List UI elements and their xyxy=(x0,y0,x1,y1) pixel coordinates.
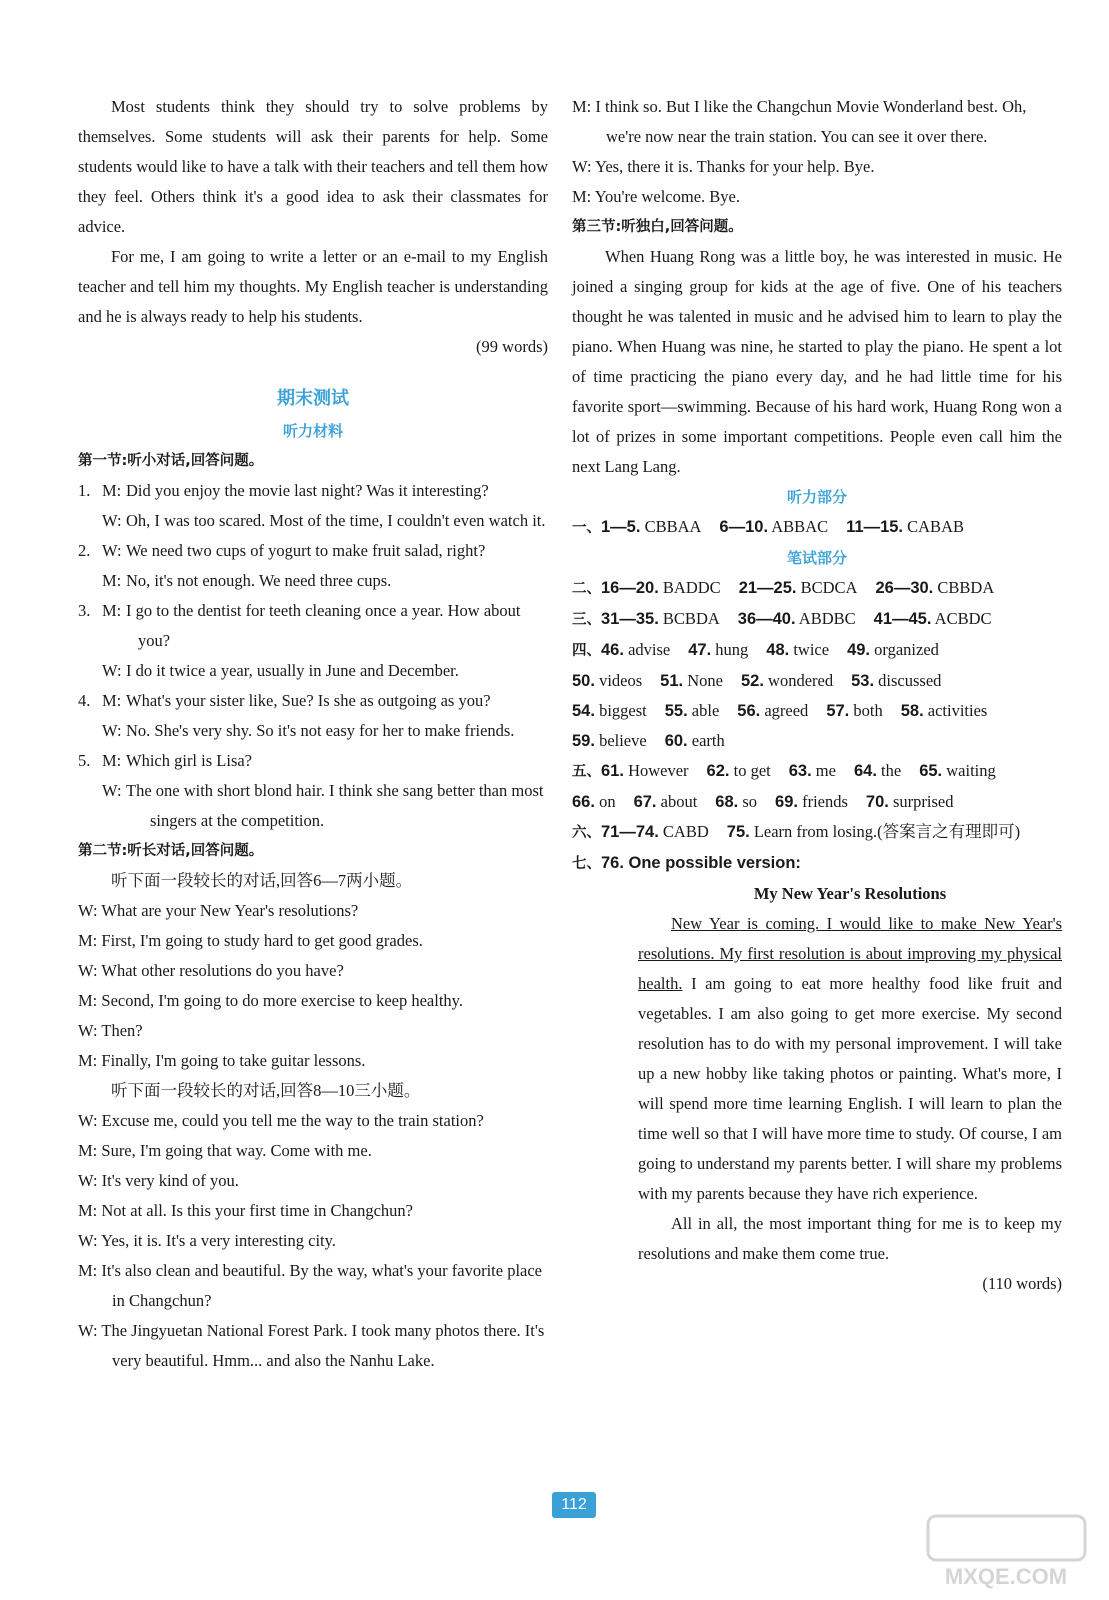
dialogue-text: I go to the dentist for teeth cleaning once a year. How about you? xyxy=(126,601,521,650)
answer-line xyxy=(572,756,1062,787)
dialogue-text: Finally, I'm going to take guitar lessons. xyxy=(101,1051,366,1070)
essay-paragraph-1: Most students think they should try to solve problems by themselves. Some students will ask their parents for help. Some students would like to have a talk with their teachers and tell them how they feel. Others think it's a good idea to ask their classmates for advice. xyxy=(78,97,548,236)
answer-value: biggest xyxy=(599,701,647,720)
section-3-heading: 第三节:听独白,回答问题。 xyxy=(572,219,743,235)
answer-num: 56. xyxy=(737,702,761,720)
answer-value: ABDBC xyxy=(798,609,856,628)
short-dialogues xyxy=(78,476,548,836)
answer-num: 65. xyxy=(919,762,943,780)
answer-num: 75. xyxy=(726,823,750,841)
section-1-heading: 第一节:听小对话,回答问题。 xyxy=(78,453,264,469)
dialogue-text: Excuse me, could you tell me the way to the train station? xyxy=(101,1111,484,1130)
answer-num: 41—45. xyxy=(873,610,932,628)
answer-value: BCDCA xyxy=(800,578,858,597)
dialogue-text: Did you enjoy the movie last night? Was it interesting? xyxy=(126,481,489,500)
answer-block-6 xyxy=(572,817,1062,848)
dialogue-text: Then? xyxy=(101,1021,143,1040)
long-dialogue-2-continued xyxy=(572,92,1062,212)
answer-value: ABBAC xyxy=(771,517,829,536)
answer-num: 52. xyxy=(740,672,764,690)
answer-value: Learn from losing.(答案言之有理即可) xyxy=(753,822,1021,841)
answer-value: friends xyxy=(802,792,848,811)
answer-value: earth xyxy=(691,731,725,750)
dialogue-line xyxy=(572,152,1062,182)
answer-key-7: 七、 xyxy=(572,856,601,872)
dialogue-line xyxy=(78,1256,548,1316)
dialogue-line xyxy=(78,566,548,596)
dialogue-line xyxy=(78,686,548,716)
dialogue-number: 1. xyxy=(78,481,91,500)
speaker-label: W: xyxy=(78,961,102,980)
answer-row-2 xyxy=(572,573,1062,604)
sample-essay-word-count: (110 words) xyxy=(982,1274,1062,1293)
final-test-title: 期末测试 xyxy=(277,388,349,409)
answer-line xyxy=(572,696,1062,726)
answer-block-5 xyxy=(572,756,1062,817)
speaker-label: M: xyxy=(78,1201,102,1220)
long-dialogue-1-intro: 听下面一段较长的对话,回答6—7两小题。 xyxy=(111,871,413,890)
answer-num: 67. xyxy=(633,793,657,811)
answer-value: wondered xyxy=(768,671,834,690)
listening-part-heading: 听力部分 xyxy=(786,488,847,506)
long-dialogue-2 xyxy=(78,1106,548,1376)
written-part-heading: 笔试部分 xyxy=(786,549,847,567)
answer-num: 48. xyxy=(766,641,790,659)
dialogue-text: You're welcome. Bye. xyxy=(594,187,740,206)
dialogue-line xyxy=(78,596,548,656)
dialogue-line xyxy=(78,656,548,686)
dialogue-line xyxy=(78,1196,548,1226)
answer-value: videos xyxy=(599,671,643,690)
essay-word-count: (99 words) xyxy=(476,337,548,356)
answer-block-4 xyxy=(572,635,1062,756)
dialogue-text: No, it's not enough. We need three cups. xyxy=(126,571,392,590)
answer-line xyxy=(572,787,1062,817)
dialogue-text: We need two cups of yogurt to make fruit salad, right? xyxy=(126,541,486,560)
answer-num: 55. xyxy=(664,702,688,720)
dialogue-text: The one with short blond hair. I think she sang better than most singers at the competition. xyxy=(126,781,544,830)
answer-num: 61. xyxy=(601,762,624,780)
answer-num: 26—30. xyxy=(875,579,934,597)
answer-num: 46. xyxy=(601,641,624,659)
dialogue-text: Yes, there it is. Thanks for your help. Bye. xyxy=(595,157,875,176)
answer-num: 1—5. xyxy=(601,518,641,536)
answer-value: surprised xyxy=(892,792,954,811)
dialogue-text: It's very kind of you. xyxy=(101,1171,239,1190)
speaker-label: M: xyxy=(78,1141,102,1160)
answer-value: CABAB xyxy=(907,517,964,536)
answer-value: ACBDC xyxy=(934,609,992,628)
answer-row-1 xyxy=(572,512,1062,543)
answer-value: so xyxy=(742,792,758,811)
dialogue-line xyxy=(78,506,548,536)
left-column xyxy=(78,92,548,1376)
answer-num: 16—20. xyxy=(601,579,659,597)
answer-num: 69. xyxy=(775,793,798,811)
answer-value: CABD xyxy=(662,822,709,841)
right-column xyxy=(572,92,1062,1299)
dialogue-line xyxy=(78,1106,548,1136)
answer-line xyxy=(572,666,1062,696)
dialogue-text: First, I'm going to study hard to get good grades. xyxy=(101,931,423,950)
dialogue-line xyxy=(78,716,548,746)
answer-row-3 xyxy=(572,604,1062,635)
speaker-label: W: xyxy=(102,661,122,680)
speaker-label: W: xyxy=(78,1021,102,1040)
essay-paragraph-2: For me, I am going to write a letter or an e-mail to my English teacher and tell him my thoughts. My English teacher is understanding and he is always ready to help his students. xyxy=(78,247,548,326)
answer-7-heading: 76. One possible version: xyxy=(601,854,801,872)
answer-num: 66. xyxy=(572,793,595,811)
sample-essay-paragraph-2: All in all, the most important thing for me is to keep my resolutions and make them come true. xyxy=(638,1214,1062,1263)
listening-material-heading: 听力材料 xyxy=(282,422,343,440)
dialogue-line xyxy=(78,1166,548,1196)
answer-line xyxy=(572,573,1062,604)
dialogue-text: Sure, I'm going that way. Come with me. xyxy=(101,1141,372,1160)
answer-value: activities xyxy=(927,701,988,720)
long-dialogue-2-intro: 听下面一段较长的对话,回答8—10三小题。 xyxy=(111,1081,421,1100)
dialogue-line xyxy=(78,956,548,986)
answer-value: However xyxy=(628,761,689,780)
answer-num: 70. xyxy=(865,793,889,811)
dialogue-text: The Jingyuetan National Forest Park. I took many photos there. It's very beautiful. Hmm... and also the Nanhu Lake. xyxy=(101,1321,545,1370)
speaker-label: M: xyxy=(572,187,595,206)
speaker-label: M: xyxy=(78,1261,102,1280)
speaker-label: M: xyxy=(102,571,122,590)
answer-value: discussed xyxy=(878,671,942,690)
speaker-label: W: xyxy=(78,1111,102,1130)
answer-value: me xyxy=(815,761,836,780)
speaker-label: M: xyxy=(78,1051,102,1070)
page-number: 112 xyxy=(552,1492,596,1518)
dialogue-number: 5. xyxy=(78,751,91,770)
speaker-label: W: xyxy=(78,901,102,920)
dialogue-line xyxy=(78,536,548,566)
answer-section-key: 四、 xyxy=(572,643,601,659)
dialogue-text: What's your sister like, Sue? Is she as outgoing as you? xyxy=(126,691,491,710)
speaker-label: M: xyxy=(78,991,102,1010)
answer-num: 51. xyxy=(660,672,684,690)
dialogue-line xyxy=(78,1016,548,1046)
speaker-label: W: xyxy=(102,511,122,530)
watermark-logo xyxy=(924,1512,1089,1592)
dialogue-line xyxy=(78,896,548,926)
answer-num: 63. xyxy=(788,762,812,780)
answer-value: None xyxy=(687,671,723,690)
answer-value: to get xyxy=(733,761,771,780)
answer-section-key: 二、 xyxy=(572,581,601,597)
dialogue-text: No. She's very shy. So it's not easy for her to make friends. xyxy=(126,721,515,740)
speaker-label: W: xyxy=(102,541,122,560)
dialogue-line xyxy=(78,1226,548,1256)
dialogue-text: Not at all. Is this your first time in Changchun? xyxy=(101,1201,414,1220)
dialogue-line xyxy=(78,746,548,776)
answer-num: 57. xyxy=(826,702,850,720)
answer-value: agreed xyxy=(764,701,809,720)
answer-num: 60. xyxy=(664,732,688,750)
answer-block-7 xyxy=(572,848,1062,879)
dialogue-text: Yes, it is. It's a very interesting city. xyxy=(101,1231,336,1250)
speaker-label: W: xyxy=(78,1231,102,1250)
dialogue-number: 2. xyxy=(78,541,91,560)
dialogue-line xyxy=(572,182,1062,212)
speaker-label: M: xyxy=(102,481,122,500)
dialogue-number: 4. xyxy=(78,691,91,710)
answer-value: BADDC xyxy=(662,578,721,597)
dialogue-line xyxy=(78,986,548,1016)
answer-value: hung xyxy=(715,640,749,659)
sample-essay-paragraph-1 xyxy=(638,909,1062,1209)
long-dialogue-1 xyxy=(78,896,548,1076)
answer-num: 59. xyxy=(572,732,595,750)
speaker-label: W: xyxy=(102,721,122,740)
answer-line xyxy=(572,512,1062,543)
dialogue-text: Oh, I was too scared. Most of the time, I couldn't even watch it. xyxy=(126,511,546,530)
answer-line xyxy=(572,604,1062,635)
dialogue-line xyxy=(78,926,548,956)
dialogue-line xyxy=(78,476,548,506)
speaker-label: M: xyxy=(102,601,122,620)
speaker-label: M: xyxy=(572,97,596,116)
answer-num: 71—74. xyxy=(601,823,659,841)
dialogue-text: I do it twice a year, usually in June and December. xyxy=(126,661,459,680)
answer-section-key: 一、 xyxy=(572,520,601,536)
dialogue-line xyxy=(78,1046,548,1076)
answer-section-key: 三、 xyxy=(572,612,601,628)
sample-essay-title: My New Year's Resolutions xyxy=(753,884,947,903)
answer-num: 21—25. xyxy=(738,579,797,597)
essay-body: I am going to eat more healthy food like fruit and vegetables. I am also going to get more exercise. My second resolution has to do with my personal improvement. I will take up a new hobby like taking photos or painting. What's more, I will spend more time learning English. I will learn to plan the time well so that I will have more time to study. Of course, I am going to understand my parents better. I will share my problems with my parents because they have rich experience. xyxy=(638,974,1063,1203)
answer-key-6: 六、 xyxy=(572,825,601,841)
speaker-label: W: xyxy=(78,1171,102,1190)
answer-value: CBBAA xyxy=(644,517,702,536)
answer-num: 50. xyxy=(572,672,595,690)
answer-value: both xyxy=(853,701,883,720)
speaker-label: M: xyxy=(102,751,122,770)
answer-num: 49. xyxy=(847,641,871,659)
answer-value: twice xyxy=(793,640,830,659)
answer-value: organized xyxy=(874,640,939,659)
answer-num: 62. xyxy=(706,762,730,780)
monologue-text: When Huang Rong was a little boy, he was interested in music. He joined a singing group for kids at the age of five. One of his teachers thought he was talented in music and he advised him to learn to play the piano. When Huang was nine, he started to play the piano. He spent a lot of time practicing the piano every day, and he had little time for his favorite sport—swimming. Because of his hard work, Huang Rong won a lot of prizes in some important competitions. People even call him the next Lang Lang. xyxy=(572,247,1062,476)
answer-value: BCBDA xyxy=(662,609,720,628)
speaker-label: W: xyxy=(572,157,596,176)
answer-value: the xyxy=(881,761,902,780)
dialogue-number: 3. xyxy=(78,601,91,620)
dialogue-line xyxy=(78,1136,548,1166)
speaker-label: M: xyxy=(78,931,102,950)
dialogue-line xyxy=(572,92,1062,152)
answer-value: advise xyxy=(628,640,671,659)
answer-value: CBBDA xyxy=(937,578,995,597)
answer-value: able xyxy=(691,701,720,720)
dialogue-text: Second, I'm going to do more exercise to keep healthy. xyxy=(101,991,463,1010)
dialogue-line xyxy=(78,1316,548,1376)
answer-line xyxy=(572,726,1062,756)
answer-num: 64. xyxy=(853,762,877,780)
section-2-heading: 第二节:听长对话,回答问题。 xyxy=(78,843,264,859)
answer-line xyxy=(572,635,1062,666)
dialogue-text: I think so. But I like the Changchun Movie Wonderland best. Oh, we're now near the train station. You can see it over there. xyxy=(595,97,1027,146)
speaker-label: W: xyxy=(102,781,122,800)
answer-num: 36—40. xyxy=(737,610,796,628)
answer-num: 11—15. xyxy=(846,518,904,536)
answer-section-key: 五、 xyxy=(572,764,601,780)
answer-num: 31—35. xyxy=(601,610,659,628)
answer-num: 47. xyxy=(688,641,712,659)
watermark-text: MXQE.COM xyxy=(944,1564,1068,1589)
answer-num: 6—10. xyxy=(719,518,769,536)
dialogue-text: What are your New Year's resolutions? xyxy=(101,901,359,920)
answer-value: waiting xyxy=(946,761,996,780)
dialogue-text: What other resolutions do you have? xyxy=(101,961,344,980)
underlined-sentences: New Year is coming. I would like to make New Year's resolutions. My first resolution is about improving my physical health. xyxy=(638,914,1062,993)
answer-num: 58. xyxy=(900,702,924,720)
dialogue-line xyxy=(78,776,548,836)
sample-essay xyxy=(572,879,1062,1299)
dialogue-text: It's also clean and beautiful. By the way, what's your favorite place in Changchun? xyxy=(101,1261,542,1310)
answer-num: 54. xyxy=(572,702,595,720)
speaker-label: M: xyxy=(102,691,122,710)
speaker-label: W: xyxy=(78,1321,102,1340)
answer-num: 53. xyxy=(851,672,875,690)
answer-value: on xyxy=(599,792,616,811)
answer-value: about xyxy=(660,792,698,811)
dialogue-text: Which girl is Lisa? xyxy=(126,751,253,770)
answer-value: believe xyxy=(599,731,647,750)
answer-num: 68. xyxy=(715,793,739,811)
